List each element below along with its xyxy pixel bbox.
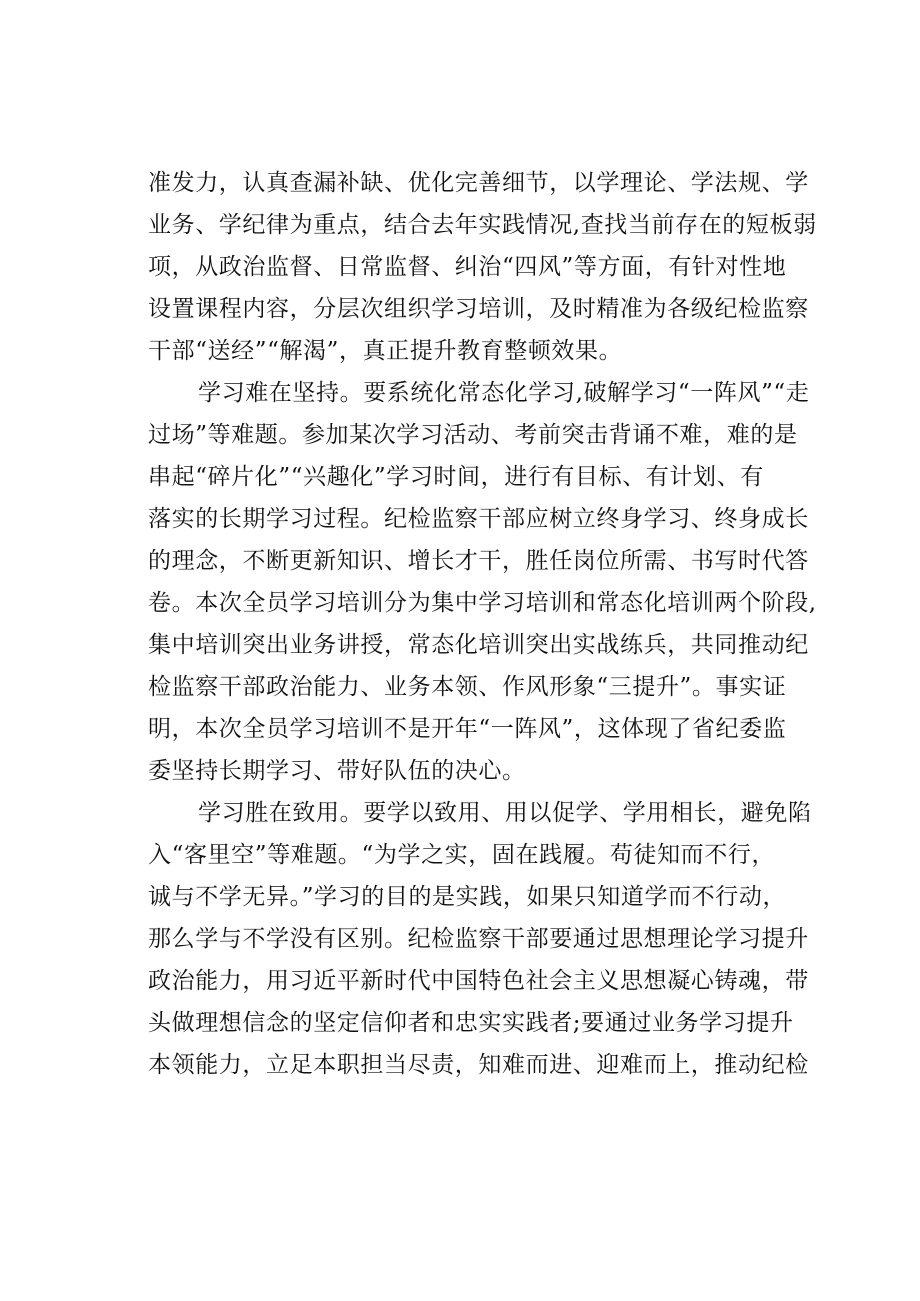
text-line: 集中培训突出业务讲授，常态化培训突出实战练兵，共同推动纪	[148, 632, 809, 658]
text-line: 的理念，不断更新知识、增长才干，胜任岗位所需、书写时代答	[148, 548, 809, 574]
text-line: 落实的长期学习过程。纪检监察干部应树立终身学习、终身成长	[148, 506, 809, 532]
text-line: 项，从政治监督、日常监督、纠治“四风”等方面，有针对性地	[148, 254, 787, 280]
text-line: 学习难在坚持。要系统化常态化学习,破解学习“一阵风”“走	[198, 380, 810, 406]
text-line: 委坚持长期学习、带好队伍的决心。	[148, 758, 526, 784]
text-line: 诚与不学无异。”学习的目的是实践，如果只知道学而不行动，	[148, 884, 787, 910]
text-line: 串起“碎片化”“兴趣化”学习时间，进行有目标、有计划、有	[148, 464, 764, 490]
text-line: 学习胜在致用。要学以致用、用以促学、学用相长，避免陷	[198, 800, 812, 826]
paragraph-1	[148, 162, 820, 372]
text-line: 业务、学纪律为重点，结合去年实践情况,查找当前存在的短板弱	[148, 212, 817, 238]
paragraph-2	[148, 372, 820, 792]
text-line: 设置课程内容，分层次组织学习培训，及时精准为各级纪检监察	[148, 296, 809, 322]
text-line: 准发力，认真查漏补缺、优化完善细节，以学理论、学法规、学	[148, 170, 809, 196]
text-line: 明，本次全员学习培训不是开年“一阵风”，这体现了省纪委监	[148, 716, 787, 742]
text-line: 那么学与不学没有区别。纪检监察干部要通过思想理论学习提升	[148, 926, 809, 952]
text-line: 干部“送经”“解渴”，真正提升教育整顿效果。	[148, 338, 623, 364]
text-line: 过场”等难题。参加某次学习活动、考前突击背诵不难，难的是	[148, 422, 798, 448]
text-line: 卷。本次全员学习培训分为集中学习培训和常态化培训两个阶段,	[148, 590, 817, 616]
text-line: 检监察干部政治能力、业务本领、作风形象“三提升”。事实证	[148, 674, 787, 700]
paragraph-3	[148, 792, 820, 1086]
text-line: 头做理想信念的坚定信仰者和忠实实践者;要通过业务学习提升	[148, 1010, 794, 1036]
text-line: 政治能力，用习近平新时代中国特色社会主义思想凝心铸魂，带	[148, 968, 809, 994]
text-line: 入“客里空”等难题。“为学之实，固在践履。苟徒知而不行，	[148, 842, 776, 868]
text-line: 本领能力，立足本职担当尽责，知难而进、迎难而上，推动纪检	[148, 1052, 809, 1078]
body-text	[148, 162, 820, 1086]
